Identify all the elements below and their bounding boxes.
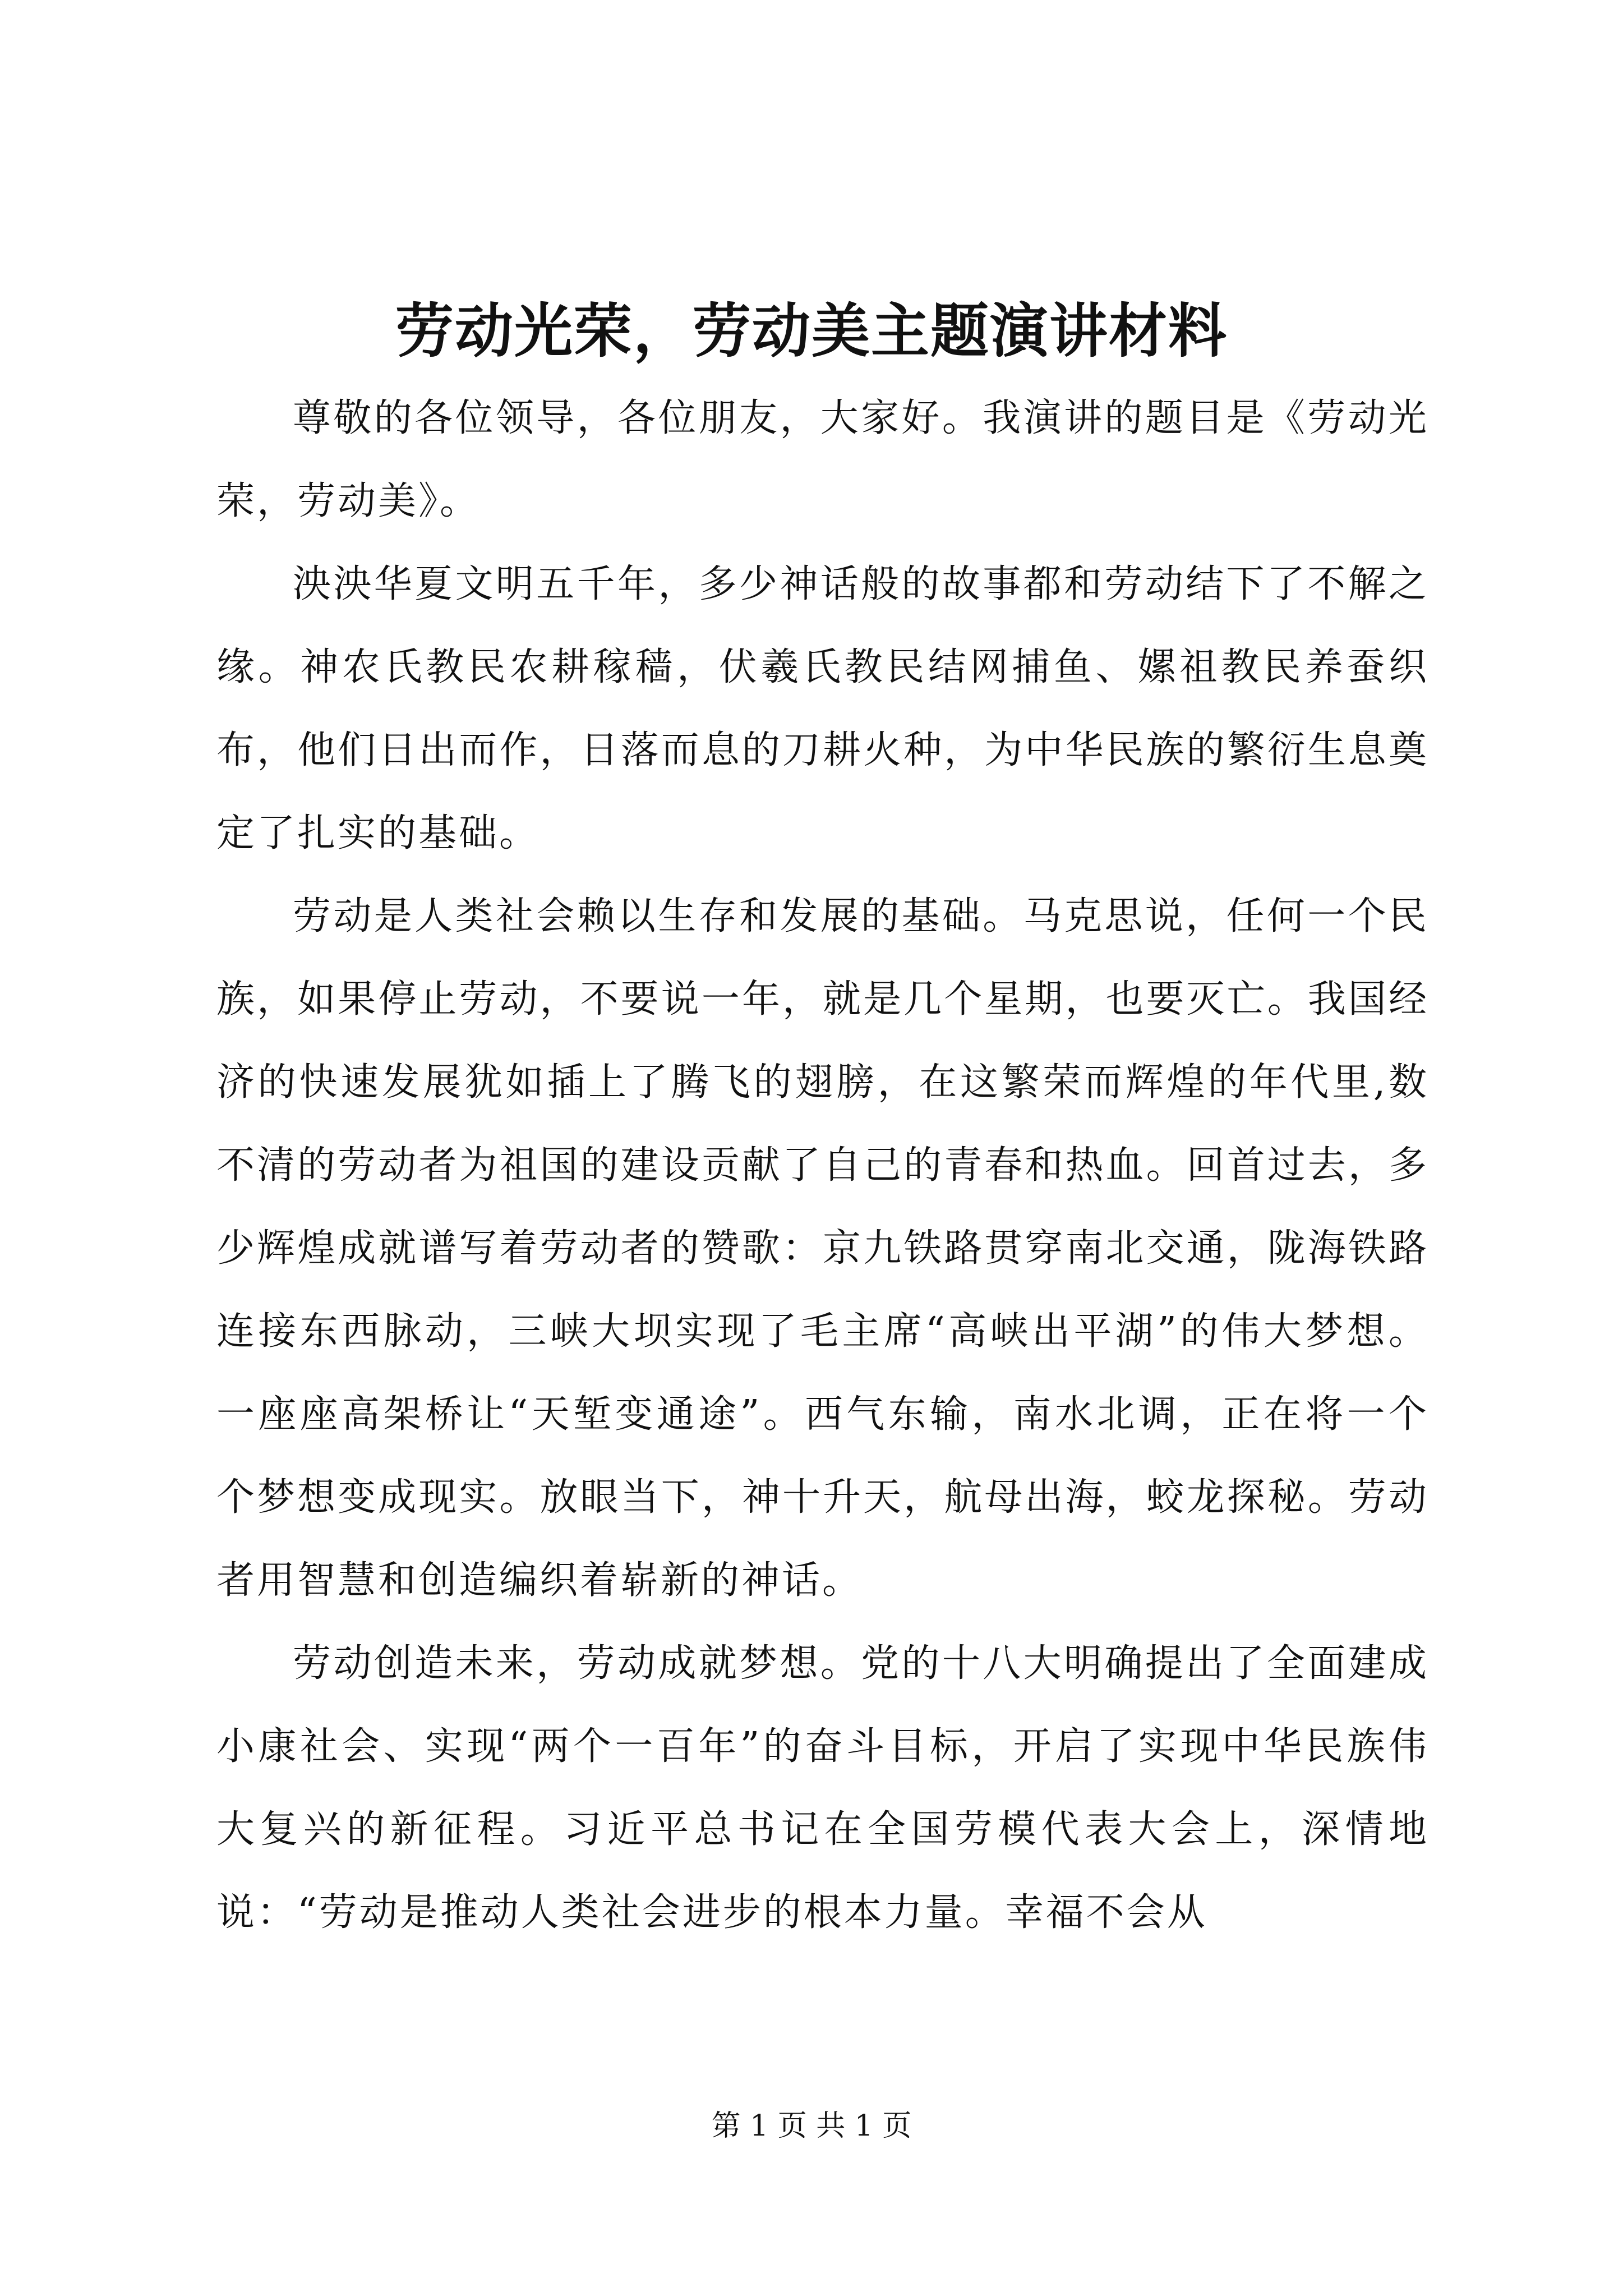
page-footer: 第 1 页 共 1 页	[711, 2109, 912, 2143]
document-body	[216, 377, 1429, 1954]
paragraph-future: 劳动创造未来，劳动成就梦想。党的十八大明确提出了全面建成小康社会、实现“两个一百年”的奋斗目标，开启了实现中华民族伟大复兴的新征程。习近平总书记在全国劳模代表大会上，深情地说：“劳动是推动人类社会进步的根本力量。幸福不会从	[216, 1641, 1429, 1935]
paragraph-history: 泱泱华夏文明五千年，多少神话般的故事都和劳动结下了不解之缘。神农氏教民农耕稼穑，伏羲氏教民结网捕鱼、嫘祖教民养蚕织布，他们日出而作，日落而息的刀耕火种，为中华民族的繁衍生息奠定了扎实的基础。	[216, 562, 1429, 855]
paragraph-labor-foundation: 劳动是人类社会赖以生存和发展的基础。马克思说，任何一个民族，如果停止劳动，不要说一年，就是几个星期，也要灭亡。我国经济的快速发展犹如插上了腾飞的翅膀，在这繁荣而辉煌的年代里,数不清的劳动者为祖国的建设贡献了自己的青春和热血。回首过去，多少辉煌成就谱写着劳动者的赞歌：京九铁路贯穿南北交通，陇海铁路连接东西脉动，三峡大坝实现了毛主席“高峡出平湖”的伟大梦想。一座座高架桥让“天堑变通途”。西气东输，南水北调，正在将一个个梦想变成现实。放眼当下，神十升天，航母出海，蛟龙探秘。劳动者用智慧和创造编织着崭新的神话。	[216, 894, 1429, 1603]
paragraph-greeting: 尊敬的各位领导，各位朋友，大家好。我演讲的题目是《劳动光荣，劳动美》。	[216, 396, 1429, 523]
document-title: 劳动光荣，劳动美主题演讲材料	[395, 296, 1228, 365]
